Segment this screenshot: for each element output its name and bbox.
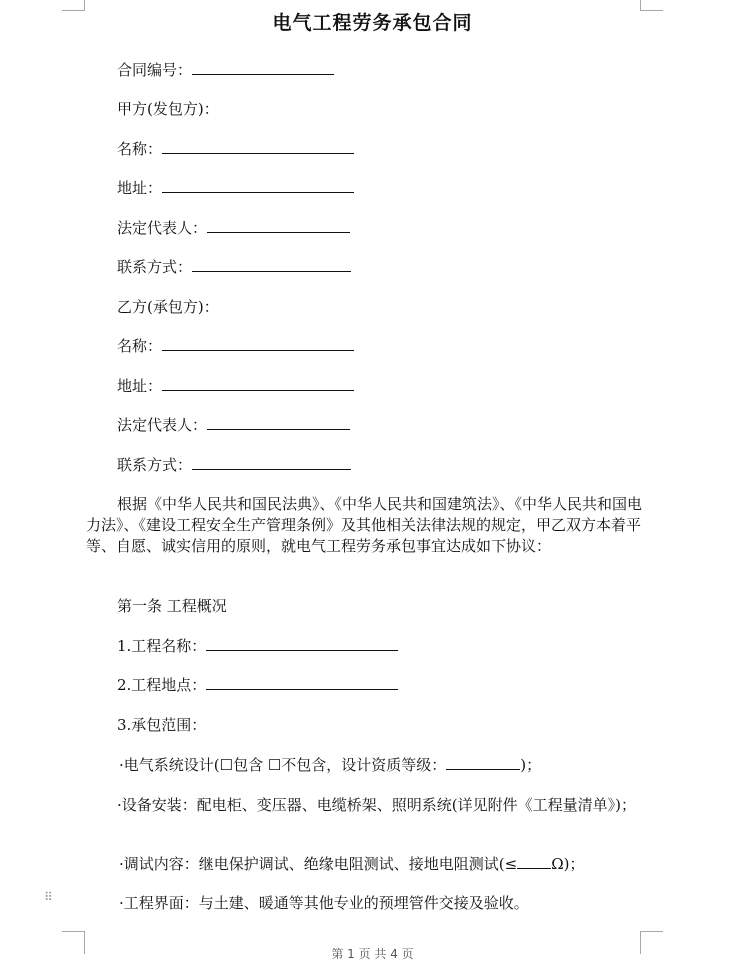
party-a-contact-line xyxy=(117,256,351,278)
project-name-label: 1.工程名称： xyxy=(117,637,207,655)
party-b-address-label: 地址： xyxy=(117,377,163,395)
party-a-name-blank[interactable] xyxy=(162,139,354,154)
scope-test-line xyxy=(119,853,585,875)
party-a-rep-label: 法定代表人： xyxy=(117,219,208,237)
party-a-contact-label: 联系方式： xyxy=(117,258,193,276)
scope-interface-line: ·工程界面：与土建、暖通等其他专业的预埋管件交接及验收。 xyxy=(119,894,529,912)
party-a-address-blank[interactable] xyxy=(162,178,354,193)
contract-number-blank[interactable] xyxy=(192,60,334,75)
article-1-heading: 第一条 工程概况 xyxy=(117,597,227,615)
scope-test-text: ·调试内容：继电保护调试、绝缘电阻测试、接地电阻测试(≤ xyxy=(119,855,518,873)
scope-design-suffix: )； xyxy=(520,756,542,774)
contract-number-label: 合同编号： xyxy=(117,61,193,79)
party-b-rep-label: 法定代表人： xyxy=(117,416,208,434)
scope-install-paragraph: ·设备安装：配电柜、变压器、电缆桥架、照明系统(详见附件《工程量清单》)； xyxy=(117,796,636,814)
scope-label: 3.承包范围： xyxy=(117,716,207,734)
party-b-address-blank[interactable] xyxy=(162,376,354,391)
party-a-name-label: 名称： xyxy=(117,140,163,158)
drag-handle-icon[interactable]: ⠿ xyxy=(44,890,52,904)
project-name-blank[interactable] xyxy=(206,636,398,651)
party-a-name-line xyxy=(117,138,354,160)
party-b-address-line xyxy=(117,375,354,397)
party-a-address-label: 地址： xyxy=(117,179,163,197)
ground-resistance-blank[interactable] xyxy=(517,854,551,869)
preamble-paragraph: 根据《中华人民共和国民法典》、《中华人民共和国建筑法》、《中华人民共和国电力法》、《建设工程安全生产管理条例》及其他相关法律法规的规定，甲乙双方本着平等、自愿、诚实信用的原则，就电气工程劳务承包事宜达成如下协议： xyxy=(86,495,643,555)
party-a-address-line xyxy=(117,177,354,199)
party-b-contact-label: 联系方式： xyxy=(117,456,193,474)
contract-number-line xyxy=(117,59,334,81)
party-a-contact-blank[interactable] xyxy=(192,257,351,272)
project-location-line xyxy=(117,674,398,696)
design-grade-blank[interactable] xyxy=(446,755,520,770)
party-b-contact-line xyxy=(117,454,351,476)
party-b-name-line xyxy=(117,335,354,357)
party-b-heading: 乙方(承包方)： xyxy=(117,298,219,316)
project-location-label: 2.工程地点： xyxy=(117,676,207,694)
project-name-line xyxy=(117,635,398,657)
party-b-rep-line xyxy=(117,414,350,436)
party-b-name-label: 名称： xyxy=(117,337,163,355)
party-b-contact-blank[interactable] xyxy=(192,455,351,470)
scope-design-line xyxy=(119,754,541,776)
party-a-rep-line xyxy=(117,217,350,239)
document-title: 电气工程劳务承包合同 xyxy=(272,12,473,34)
party-a-heading: 甲方(发包方)： xyxy=(117,100,219,118)
party-b-name-blank[interactable] xyxy=(162,336,354,351)
project-location-blank[interactable] xyxy=(206,675,398,690)
party-a-rep-blank[interactable] xyxy=(207,218,350,233)
page-footer: 第 1 页 共 4 页 xyxy=(331,947,414,961)
scope-design-text: ·电气系统设计(☐包含 ☐不包含，设计资质等级： xyxy=(119,756,447,774)
party-b-rep-blank[interactable] xyxy=(207,415,350,430)
scope-test-suffix: Ω)； xyxy=(551,855,585,873)
